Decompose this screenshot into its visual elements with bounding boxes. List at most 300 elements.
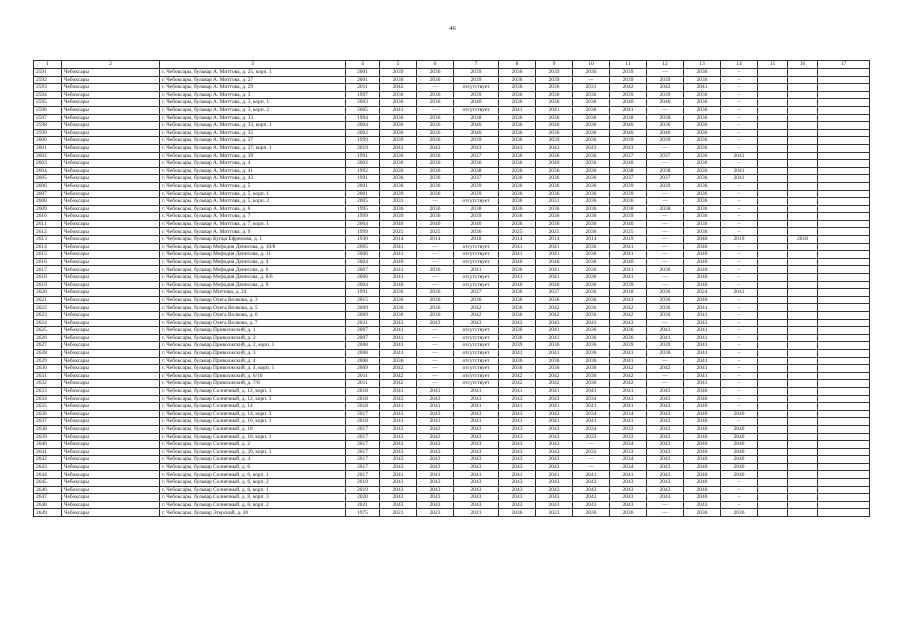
table-cell: 2038 (610, 114, 647, 122)
table-cell: 2039 (454, 190, 499, 198)
table-cell: 2036 (573, 357, 610, 365)
table-cell (788, 69, 818, 77)
table-cell (758, 281, 788, 289)
table-cell: 2036 (647, 266, 684, 274)
table-cell: 2036 (573, 281, 610, 289)
table-cell: 2043 (536, 456, 573, 464)
table-cell: 2036 (684, 213, 721, 221)
table-cell (818, 410, 870, 418)
table-cell: г. Чебоксары, бульвар Олега Волкова, д. 6 (160, 312, 346, 320)
table-row (34, 289, 870, 297)
table-cell: 2037 (610, 152, 647, 160)
table-cell: 2040 (684, 243, 721, 251)
table-cell: 2014 (380, 236, 417, 244)
table-cell: 2646 (34, 486, 62, 494)
table-cell: 2040 (454, 99, 499, 107)
table-row (34, 175, 870, 183)
table-cell: 2036 (417, 182, 454, 190)
table-cell: г. Чебоксары, бульвар А. Миттова, д. 7 (160, 213, 346, 221)
table-row (34, 456, 870, 464)
table-cell (788, 258, 818, 266)
column-number-cell: 6 (417, 61, 454, 69)
table-cell: г. Чебоксары, бульвар Приволжский, д. 2 (160, 334, 346, 342)
table-cell: Чебоксары (62, 395, 160, 403)
table-cell: — (417, 357, 454, 365)
table-cell: 2040 (684, 296, 721, 304)
table-cell: 2036 (573, 190, 610, 198)
table-row (34, 349, 870, 357)
table-cell: 2041 (536, 251, 573, 259)
table-cell: 2039 (536, 137, 573, 145)
table-cell: — (647, 220, 684, 228)
table-cell: — (417, 349, 454, 357)
table-cell: 2036 (380, 99, 417, 107)
table-cell: 2613 (34, 236, 62, 244)
table-cell: 2041 (610, 387, 647, 395)
table-cell: 2042 (380, 380, 417, 388)
table-cell: 2036 (417, 152, 454, 160)
table-cell: 2043 (417, 501, 454, 509)
table-cell: 2610 (34, 213, 62, 221)
table-cell (788, 349, 818, 357)
table-cell: г. Чебоксары, бульвар Мефодия Денисова, д. 9 (160, 281, 346, 289)
table-cell (818, 266, 870, 274)
table-cell: 2043 (684, 501, 721, 509)
table-cell: 2040 (536, 122, 573, 130)
table-cell (818, 106, 870, 114)
table-cell: 2042 (499, 372, 536, 380)
table-cell: 2043 (536, 463, 573, 471)
table-cell (758, 486, 788, 494)
table-cell (818, 494, 870, 502)
table-cell (758, 137, 788, 145)
table-cell: 2039 (610, 91, 647, 99)
table-row (34, 387, 870, 395)
table-row (34, 106, 870, 114)
table-cell: 2008 (346, 349, 380, 357)
table-cell (818, 296, 870, 304)
table-cell: 2043 (647, 395, 684, 403)
table-cell: 2042 (536, 304, 573, 312)
table-cell (758, 425, 788, 433)
table-cell: 2036 (417, 175, 454, 183)
table-cell: 2036 (684, 190, 721, 198)
table-cell: г. Чебоксары, бульвар А. Миттова, д. 35 (160, 129, 346, 137)
table-cell (788, 380, 818, 388)
table-cell (758, 418, 788, 426)
table-cell: – (721, 69, 758, 77)
table-cell: 2017 (346, 425, 380, 433)
table-cell: отсутствует (454, 274, 499, 282)
table-cell: 2036 (380, 304, 417, 312)
table-cell: 2040 (684, 425, 721, 433)
table-cell: 2041 (536, 106, 573, 114)
table-cell: 2036 (454, 296, 499, 304)
table-cell (758, 349, 788, 357)
table-cell: 2018 (346, 403, 380, 411)
table-cell: 2036 (684, 205, 721, 213)
table-cell (758, 463, 788, 471)
table-cell: 2043 (647, 456, 684, 464)
table-cell: 2004 (346, 220, 380, 228)
table-cell: 2005 (346, 198, 380, 206)
table-cell: 2036 (499, 137, 536, 145)
table-cell: 2040 (380, 281, 417, 289)
table-cell: 2041 (536, 387, 573, 395)
table-cell (818, 486, 870, 494)
table-cell: Чебоксары (62, 471, 160, 479)
table-cell: 2036 (499, 296, 536, 304)
table-cell (818, 312, 870, 320)
table-cell: 2036 (610, 198, 647, 206)
table-cell (818, 213, 870, 221)
table-cell: 2039 (647, 342, 684, 350)
table-cell: г. Чебоксары, бульвар Купца Ефремова, д. 1 (160, 236, 346, 244)
table-row (34, 479, 870, 487)
table-cell: 2019 (610, 236, 647, 244)
table-cell: 2640 (34, 441, 62, 449)
table-cell: – (721, 334, 758, 342)
table-cell: 2041 (684, 342, 721, 350)
table-cell: — (647, 509, 684, 517)
table-cell: 2038 (454, 205, 499, 213)
table-cell: 2037 (454, 152, 499, 160)
table-cell: 2041 (721, 152, 758, 160)
table-cell: 2043 (417, 425, 454, 433)
table-cell: 2036 (573, 365, 610, 373)
table-cell: г. Чебоксары, бульвар Солнечный, д. 18, корп. 1 (160, 433, 346, 441)
table-cell: 2011 (346, 380, 380, 388)
table-cell: 2041 (454, 387, 499, 395)
table-cell: 2040 (610, 258, 647, 266)
table-row (34, 486, 870, 494)
table-cell: 2043 (499, 494, 536, 502)
table-cell: – (721, 160, 758, 168)
table-cell (818, 365, 870, 373)
table-cell (758, 266, 788, 274)
table-cell (818, 463, 870, 471)
table-cell: 2036 (499, 160, 536, 168)
table-cell: 2041 (454, 266, 499, 274)
table-cell: 2036 (499, 205, 536, 213)
table-cell: 2040 (380, 258, 417, 266)
table-cell: г. Чебоксары, бульвар Миттова, д. 24 (160, 289, 346, 297)
table-cell: 2635 (34, 403, 62, 411)
table-cell: 2636 (34, 410, 62, 418)
column-number-cell: 15 (758, 61, 788, 69)
table-cell: 2637 (34, 418, 62, 426)
table-cell: 2036 (417, 122, 454, 130)
table-cell: 2036 (499, 357, 536, 365)
table-cell: 2036 (417, 167, 454, 175)
table-cell (788, 441, 818, 449)
table-cell: Чебоксары (62, 251, 160, 259)
table-cell: Чебоксары (62, 91, 160, 99)
table-cell (818, 274, 870, 282)
column-number-cell: 7 (454, 61, 499, 69)
column-number-cell: 11 (610, 61, 647, 69)
table-cell: г. Чебоксары, бульвар Солнечный, д. 14, корп. 3 (160, 410, 346, 418)
table-cell: 2624 (34, 319, 62, 327)
table-cell: 2645 (34, 479, 62, 487)
table-cell: 2043 (380, 456, 417, 464)
table-cell: 2040 (610, 129, 647, 137)
table-cell (788, 425, 818, 433)
table-cell: 2040 (684, 456, 721, 464)
table-cell: Чебоксары (62, 448, 160, 456)
table-cell: отсутствует (454, 334, 499, 342)
table-cell: 2001 (346, 76, 380, 84)
table-cell: 2014 (573, 236, 610, 244)
table-cell (758, 494, 788, 502)
table-cell (788, 319, 818, 327)
column-number-cell: 4 (346, 61, 380, 69)
table-cell: 2036 (610, 509, 647, 517)
table-cell: 2036 (454, 228, 499, 236)
table-cell: 2036 (417, 129, 454, 137)
table-cell (788, 501, 818, 509)
table-cell: 2036 (684, 114, 721, 122)
table-cell: 2040 (684, 258, 721, 266)
table-cell: 2043 (417, 479, 454, 487)
table-cell: — (647, 190, 684, 198)
table-cell: 2041 (417, 418, 454, 426)
table-cell: 2036 (499, 129, 536, 137)
table-cell: Чебоксары (62, 220, 160, 228)
table-cell: 2040 (610, 160, 647, 168)
table-cell: 2036 (417, 205, 454, 213)
table-cell (758, 220, 788, 228)
table-cell: 2041 (499, 403, 536, 411)
table-cell: г. Чебоксары, бульвар А. Миттова, д. 27 (160, 76, 346, 84)
table-cell (818, 167, 870, 175)
table-cell: – (721, 129, 758, 137)
table-cell: 2043 (380, 463, 417, 471)
table-cell: – (721, 266, 758, 274)
table-cell: – (721, 380, 758, 388)
table-cell (758, 365, 788, 373)
table-cell: 2041 (573, 403, 610, 411)
table-cell: 2043 (647, 494, 684, 502)
table-cell: 2036 (380, 129, 417, 137)
table-cell (818, 349, 870, 357)
table-row (34, 122, 870, 130)
table-cell: 2042 (610, 380, 647, 388)
table-cell: 2043 (380, 319, 417, 327)
table-cell: Чебоксары (62, 228, 160, 236)
table-cell: – (721, 137, 758, 145)
table-cell: 2041 (454, 403, 499, 411)
table-cell: Чебоксары (62, 327, 160, 335)
table-cell: 2041 (499, 274, 536, 282)
table-row (34, 365, 870, 373)
table-cell (758, 99, 788, 107)
table-cell: 2036 (573, 160, 610, 168)
table-cell (788, 357, 818, 365)
table-cell: 2597 (34, 114, 62, 122)
column-number-cell: 3 (160, 61, 346, 69)
table-cell: 2043 (536, 144, 573, 152)
table-cell: 2036 (573, 182, 610, 190)
table-row (34, 114, 870, 122)
table-cell: 2043 (499, 456, 536, 464)
table-cell: 2638 (34, 425, 62, 433)
table-cell: 2036 (684, 76, 721, 84)
table-cell: 2043 (499, 463, 536, 471)
table-cell: — (417, 281, 454, 289)
table-cell: Чебоксары (62, 258, 160, 266)
table-cell: 2625 (34, 327, 62, 335)
table-cell: г. Чебоксары, бульвар Приволжский, д. 6/10 (160, 372, 346, 380)
table-cell: — (417, 274, 454, 282)
table-cell: 2036 (684, 91, 721, 99)
table-cell: 2040 (684, 486, 721, 494)
table-cell: – (721, 205, 758, 213)
table-cell: г. Чебоксары, бульвар Солнечный, д. 6, корп. 2 (160, 479, 346, 487)
table-cell: 2036 (380, 312, 417, 320)
table-cell: 2043 (499, 441, 536, 449)
table-cell: — (417, 106, 454, 114)
table-cell: Чебоксары (62, 99, 160, 107)
table-cell: 2632 (34, 380, 62, 388)
table-cell: 2043 (647, 418, 684, 426)
table-cell: 2043 (380, 433, 417, 441)
table-cell: 2039 (454, 182, 499, 190)
table-cell: – (721, 243, 758, 251)
table-cell: Чебоксары (62, 494, 160, 502)
table-cell: Чебоксары (62, 122, 160, 130)
table-cell: — (573, 441, 610, 449)
table-cell: 2036 (573, 213, 610, 221)
table-cell: 2036 (536, 167, 573, 175)
table-cell: – (721, 387, 758, 395)
table-cell (788, 448, 818, 456)
table-cell: Чебоксары (62, 266, 160, 274)
table-cell: 2017 (346, 441, 380, 449)
table-cell: 2018 (346, 418, 380, 426)
table-cell: 2043 (417, 494, 454, 502)
table-cell: 2041 (499, 243, 536, 251)
table-cell: 2038 (647, 205, 684, 213)
table-cell: 2041 (380, 334, 417, 342)
table-cell: 2036 (499, 327, 536, 335)
table-cell: 2041 (610, 266, 647, 274)
table-cell: 2599 (34, 129, 62, 137)
table-cell: 2036 (684, 106, 721, 114)
table-cell: 2039 (610, 69, 647, 77)
table-cell: 2041 (380, 418, 417, 426)
table-cell: — (417, 198, 454, 206)
table-cell: 1992 (346, 167, 380, 175)
table-cell (788, 289, 818, 297)
table-cell: Чебоксары (62, 509, 160, 517)
table-cell: 2600 (34, 137, 62, 145)
table-cell: г. Чебоксары, бульвар А. Миттова, д. 37 (160, 137, 346, 145)
table-cell: 2042 (610, 372, 647, 380)
table-row (34, 312, 870, 320)
table-cell: 2040 (454, 129, 499, 137)
table-cell: 2043 (647, 463, 684, 471)
table-cell (788, 167, 818, 175)
table-cell: 2043 (536, 494, 573, 502)
table-cell (758, 258, 788, 266)
table-cell (788, 494, 818, 502)
table-cell: 2039 (380, 213, 417, 221)
table-cell: 2008 (346, 342, 380, 350)
table-cell: – (721, 501, 758, 509)
table-cell: 2620 (34, 289, 62, 297)
table-cell: 2034 (573, 395, 610, 403)
table-cell: 2041 (380, 403, 417, 411)
table-cell: 2036 (684, 220, 721, 228)
table-cell: 2043 (454, 395, 499, 403)
table-cell: 2014 (499, 236, 536, 244)
table-cell: 2036 (454, 160, 499, 168)
table-cell: 2017 (346, 456, 380, 464)
table-row (34, 448, 870, 456)
table-cell: Чебоксары (62, 387, 160, 395)
table-cell: 2036 (684, 99, 721, 107)
table-cell: 2043 (536, 486, 573, 494)
table-cell: – (721, 228, 758, 236)
table-cell: 1995 (346, 205, 380, 213)
table-cell: отсутствует (454, 327, 499, 335)
table-cell: г. Чебоксары, бульвар Эгерский, д. 10 (160, 509, 346, 517)
table-cell: 2036 (573, 114, 610, 122)
table-cell (818, 289, 870, 297)
table-cell (788, 509, 818, 517)
table-cell: Чебоксары (62, 175, 160, 183)
table-cell: 2043 (380, 448, 417, 456)
table-cell: 2002 (346, 129, 380, 137)
table-cell: 2015 (346, 296, 380, 304)
table-cell: 2648 (34, 501, 62, 509)
table-cell: г. Чебоксары, бульвар Солнечный, д. 8, корп. 2 (160, 501, 346, 509)
table-cell: 2043 (380, 425, 417, 433)
table-cell: отсутствует (454, 84, 499, 92)
table-cell: 2043 (454, 410, 499, 418)
table-cell: – (721, 494, 758, 502)
table-cell: 2036 (499, 76, 536, 84)
table-cell: 2043 (380, 501, 417, 509)
table-cell (788, 251, 818, 259)
table-cell: 2040 (536, 281, 573, 289)
table-cell: Чебоксары (62, 463, 160, 471)
table-cell: 2040 (684, 403, 721, 411)
table-cell: 2017 (346, 410, 380, 418)
table-cell: г. Чебоксары, бульвар Солнечный, д. 8, корп. 1 (160, 486, 346, 494)
table-cell: Чебоксары (62, 289, 160, 297)
table-cell: 2041 (610, 243, 647, 251)
table-cell (788, 129, 818, 137)
table-cell (758, 236, 788, 244)
table-cell: 2043 (454, 501, 499, 509)
table-cell: 2036 (499, 312, 536, 320)
table-row (34, 342, 870, 350)
table-cell: 2036 (573, 312, 610, 320)
table-cell (788, 137, 818, 145)
table-cell: 2025 (417, 228, 454, 236)
table-row (34, 372, 870, 380)
table-cell: 2041 (721, 289, 758, 297)
table-cell: 2023 (417, 509, 454, 517)
table-cell: 2036 (573, 205, 610, 213)
table-cell: 2036 (573, 99, 610, 107)
table-cell: 2006 (346, 251, 380, 259)
table-cell: 2039 (499, 342, 536, 350)
table-cell: Чебоксары (62, 433, 160, 441)
table-cell: 2036 (573, 106, 610, 114)
